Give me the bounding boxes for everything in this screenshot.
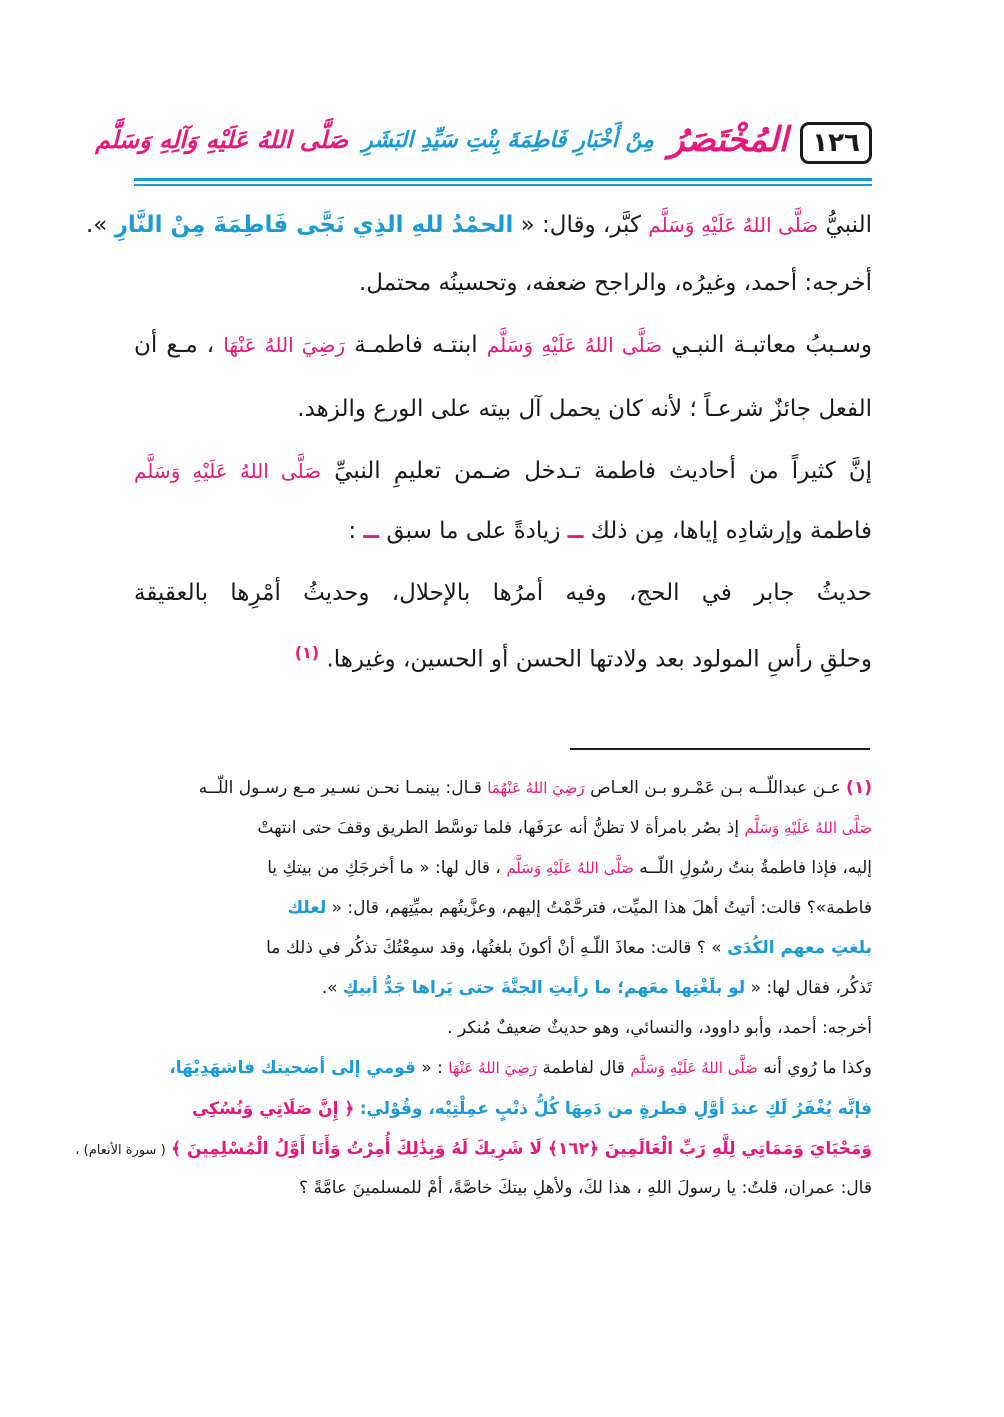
- body-line-6: فاطمة وإرشادِه إياها، مِن ذلك ــ زيادةً على ما سبق ــ :: [348, 518, 872, 544]
- hadith-quote: فإنَّه يُغْفَرُ لَكِ عندَ أوَّلِ قطرةٍ من دَمِهَا كُلُّ ذنْبٍ عمِلْتِيْه، وقُوْلي:: [359, 1099, 872, 1119]
- hadith-quote: قومي إلى أضحيتك فاشهَدِيْهَا،: [169, 1058, 416, 1078]
- radi-glyph: رَضِيَ اللهُ عَنْهَا: [223, 333, 346, 357]
- page-header: [95, 100, 872, 176]
- footnote-line-5: بلغتِ معهم الكُدَى » ؟ قالت: معاذَ اللّـهِ أنْ أكونَ بلغتُها، وقد سمِعْتُكَ تذكُر في ذلك ما: [266, 938, 872, 958]
- salutation-glyph: صَلَّى اللهُ عَلَيْهِ وَسَلَّم: [744, 819, 872, 837]
- body-line-1: النبيُّ صَلَّى اللهُ عَلَيْهِ وَسَلَّم كبَّر، وقال: « الحمْدُ للهِ الذِي نَجَّى فَاطِمَةَ مِنْ النَّارِ ».: [85, 212, 872, 238]
- main-text: [85, 210, 873, 680]
- body-line-5: إنَّ كثيراً من أحاديث فاطمة تـدخل ضـمن تعليمِ النبيِّ صَلَّى اللهُ عَلَيْهِ وَسَلَّم: [134, 458, 873, 484]
- sura-reference: ( سورة الأنعام) ،: [75, 1143, 166, 1158]
- footnote-line-4: فاطمة»؟ قالت: أتيتُ أهلَ هذا الميِّت، فترحَّمْتُ إليهم، وعزَّيتُهم بميِّتِهم، قال: « لعلك: [287, 898, 872, 918]
- salutation-glyph: صَلَّى اللهُ عَلَيْهِ وَسَلَّم: [486, 333, 663, 357]
- header-rule-top: [134, 178, 872, 181]
- hadith-quote: لعلك: [287, 898, 327, 918]
- body-line-3: وسـببُ معاتبـة النبـي صَلَّى اللهُ عَلَيْهِ وَسَلَّم ابنتـه فاطمـة رَضِيَ اللهُ عَنْهَا ، مـع أن: [134, 332, 873, 358]
- footnote-line-3: إليه، فإذا فاطمةُ بنتُ رسُولِ اللّــه صَلَّى اللهُ عَلَيْهِ وَسَلَّم ، قال لها: « ما أخرجَكِ من بيتكِ يا: [267, 858, 872, 878]
- footnote-line-2: صَلَّى اللهُ عَلَيْهِ وَسَلَّم إذ بصُر بامرأة لا تظنُّ أنه عرَفَها، فلما توسَّط الطريق وقفَ حتى انتهتْ: [257, 818, 872, 838]
- footnote-line-8: وكذا ما رُوي أنه صَلَّى اللهُ عَلَيْهِ وَسَلَّم قال لفاطمة رَضِيَ اللهُ عَنْهَا : « قومي إلى أضحيتك فاشهَدِيْهَا،: [169, 1058, 872, 1078]
- header-rule-bottom: [134, 184, 872, 186]
- hadith-quote: لو بلَغْتِها معَهم؛ ما رأيتِ الجنَّةَ حتى يَراها جَدُّ أبيكِ: [342, 978, 746, 998]
- dash: ــ: [567, 518, 584, 544]
- footnote-line-11: قال: عمران، قلتُ: يا رسولَ اللهِ ، هذا لكَ، ولأهلِ بيتكَ خاصَّةً، أمْ للمسلمينَ عامَّةً ؟: [299, 1178, 872, 1198]
- radi-glyph: رَضِيَ اللهُ عَنْهَا: [448, 1059, 538, 1077]
- quran-verse: ﴿ إِنَّ صَلَاتِي وَنُسُكِي: [191, 1099, 355, 1119]
- body-line-7: حديثُ جابر في الحج، وفيه أمرُها بالإحلال، وحديثُ أمْرِها بالعقيقة: [134, 580, 872, 606]
- body-line-8: وحلقِ رأسِ المولود بعد ولادتها الحسن أو الحسين، وغيرها. $^{(١)}$: [294, 643, 872, 673]
- footnote-line-7: أخرجه: أحمد، وأبو داوود، والنسائي، وهو حديثٌ ضعيفٌ مُنكر .: [447, 1018, 872, 1038]
- salutation-glyph: صَلَّى اللهُ عَلَيْهِ وَسَلَّم: [506, 859, 634, 877]
- quran-verse: وَمَحْيَايَ وَمَمَاتِي لِلَّهِ رَبِّ الْعَالَمِينَ ﴿١٦٢﴾ لَا شَرِيكَ لَهُ وَبِذَٰلِكَ أُمِرْتُ وَأَنَا أَوَّلُ الْمُسْلِمِينَ ﴾: [171, 1139, 872, 1159]
- footnote-separator: [570, 748, 870, 750]
- page-number: ١٢٦: [800, 122, 872, 164]
- salutation-glyph: صَلَّى اللهُ عَلَيْهِ وَسَلَّم: [134, 459, 322, 483]
- footnote-line-1: (١) عـن عبداللّــه بـن عَمْـرو بـن العـاص رَضِيَ اللهُ عَنْهُمَا قـال: بينمـا نحـن نسـير مـع رسـول اللّــه: [198, 778, 872, 798]
- book-title-main: المُخْتَصَرُ: [668, 120, 788, 160]
- dash: ــ: [363, 518, 380, 544]
- radi-glyph: رَضِيَ اللهُ عَنْهُمَا: [487, 779, 585, 797]
- footnote-line-6: تَذكُر، فقال لها: « لو بلَغْتِها معَهم؛ ما رأيتِ الجنَّةَ حتى يَراها جَدُّ أبيكِ ».: [321, 978, 872, 998]
- body-line-4: الفعل جائزٌ شرعـاً ؛ لأنه كان يحمل آل بيته على الورع والزهد.: [297, 396, 872, 422]
- footnote-ref[interactable]: (١): [294, 643, 320, 662]
- footnote-line-10: [75, 1138, 872, 1159]
- book-title-salutation: صَلَّى اللهُ عَلَيْهِ وَآلِهِ وَسَلَّم: [95, 126, 349, 154]
- salutation-glyph: صَلَّى اللهُ عَلَيْهِ وَسَلَّم: [648, 213, 819, 237]
- book-title: [95, 110, 788, 170]
- footnote-line-9: [134, 1098, 872, 1119]
- hadith-quote: الحمْدُ للهِ الذِي نَجَّى فَاطِمَةَ مِنْ النَّارِ: [114, 212, 514, 238]
- book-title-subtitle: مِنْ أَخْبَارِ فَاطِمَةَ بِنْتِ سَيِّدِ البَشَرِ: [362, 127, 655, 153]
- body-line-2: أخرجه: أحمد، وغيرُه، والراجح ضعفه، وتحسينُه محتمل.: [359, 270, 872, 296]
- salutation-glyph: صَلَّى اللهُ عَلَيْهِ وَسَلَّم: [630, 1059, 758, 1077]
- hadith-quote: بلغتِ معهم الكُدَى: [727, 938, 872, 958]
- footnote-number: (١): [846, 778, 872, 798]
